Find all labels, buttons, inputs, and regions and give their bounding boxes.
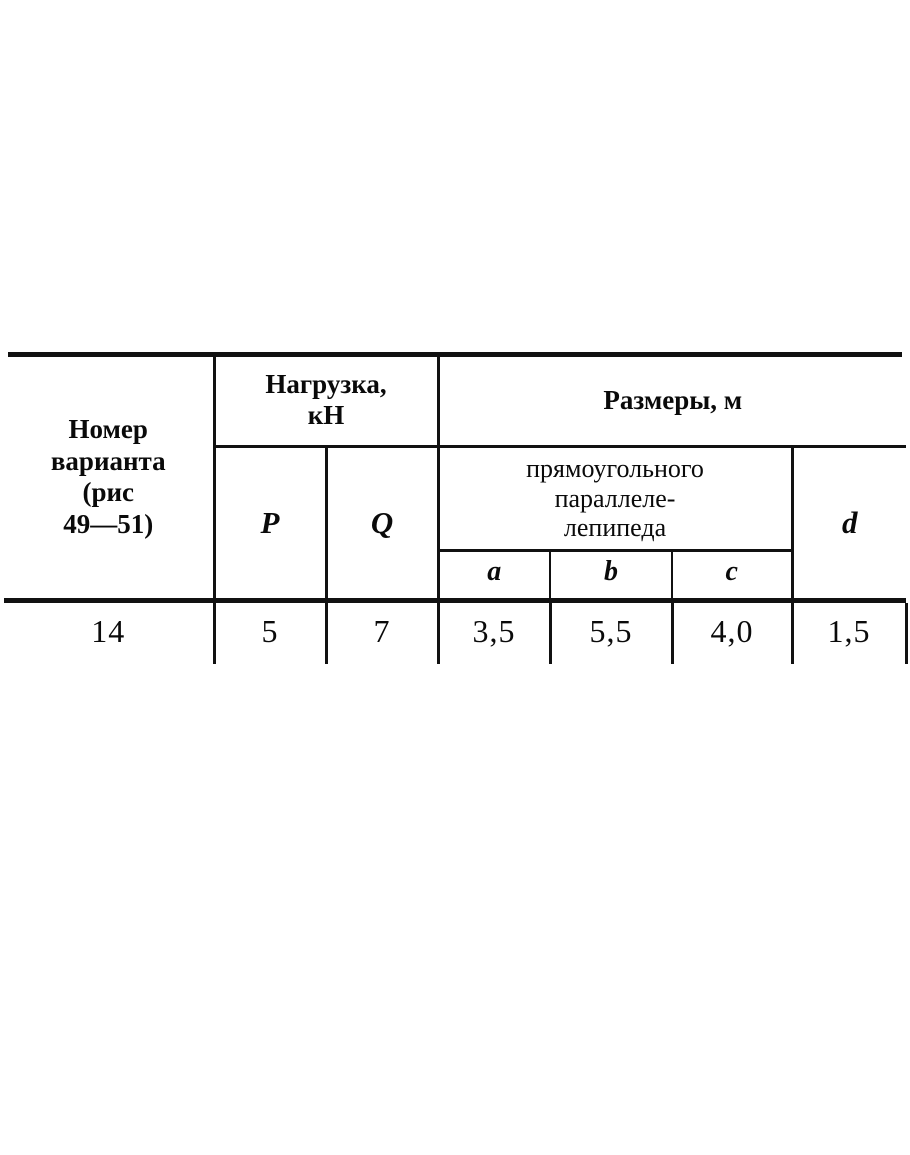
- specification-table-body: [4, 603, 908, 664]
- header-variant-cell: [4, 357, 214, 598]
- header-row-groups: [4, 357, 906, 447]
- cell-p: 5: [214, 603, 326, 664]
- header-variant-line-3: (рис: [82, 477, 135, 508]
- header-parallelepiped-line-1: прямоугольного: [526, 454, 704, 484]
- header-q: Q: [326, 447, 438, 598]
- cell-q: 7: [326, 603, 438, 664]
- header-parallelepiped-line-2: параллеле-: [554, 483, 676, 513]
- header-sizes-group: Размеры, м: [438, 357, 906, 447]
- header-variant-line-4: 49—51): [63, 509, 154, 540]
- table-row: [4, 603, 906, 664]
- header-variant-line-2: варианта: [50, 445, 166, 476]
- cell-c: 4,0: [672, 603, 792, 664]
- header-load-group-line-2: кН: [307, 400, 345, 431]
- cell-a: 3,5: [438, 603, 550, 664]
- specification-table: [4, 357, 906, 598]
- header-d: d: [792, 447, 906, 598]
- header-b: b: [550, 550, 672, 598]
- header-parallelepiped-line-3: лепипеда: [563, 513, 667, 543]
- table-container: [0, 352, 910, 664]
- header-c: c: [672, 550, 792, 598]
- header-p: P: [214, 447, 326, 598]
- cell-d: 1,5: [792, 603, 906, 664]
- header-parallelepiped: [438, 447, 792, 551]
- cell-variant: 14: [91, 612, 126, 649]
- header-a: a: [438, 550, 550, 598]
- header-load-group: [214, 357, 438, 447]
- header-load-group-line-1: Нагрузка,: [265, 369, 387, 399]
- cell-b: 5,5: [550, 603, 672, 664]
- header-variant-line-1: Номер: [68, 413, 148, 444]
